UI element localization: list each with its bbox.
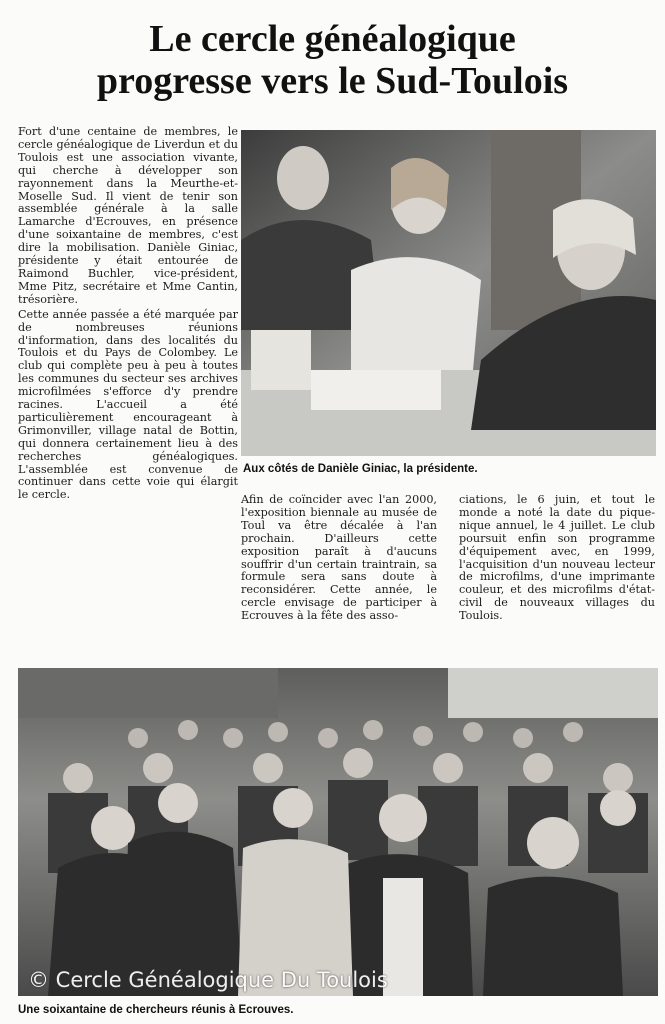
article-column-middle xyxy=(241,494,437,654)
paragraph-1: Fort d'une centaine de membres, le cercle généalogique de Liverdun et du Toulois est une association vivante, qui cherche à développer son rayonnement dans la Meurthe-et-Moselle Sud. Il vient de tenir son assemblée générale à la salle Lamarche d'Ecrouves, en présence d'une soixantaine de membres, c'est dire la mobilisation. Danièle Giniac, présidente y était entourée de Raimond Buchler, vice-président, Mme Pitz, secrétaire et Mme Cantin, trésorière. xyxy=(18,126,238,306)
photo-board-members xyxy=(241,130,656,456)
photo-audience-image xyxy=(18,668,658,996)
article-column-left xyxy=(18,126,238,646)
photo-caption-bottom: Une soixantaine de chercheurs réunis à Ecrouves. xyxy=(18,1004,294,1016)
paragraph-4: ciations, le 6 juin, et tout le monde a noté la date du pique-nique annuel, le 4 juillet. Le club poursuit enfin son programme d'équipement avec, en 1999, l'acquisition d'un nouveau lecteur de microfilms, d'une imprimante couleur, et des microfilms d'état-civil de nouveaux villages du Toulois. xyxy=(459,494,655,623)
photo-board-members-image xyxy=(241,130,656,456)
photo-audience xyxy=(18,668,658,996)
paragraph-3: Afin de coïncider avec l'an 2000, l'exposition biennale au musée de Toul va être décalée à l'an prochain. D'ailleurs cette exposition paraît à d'aucuns souffrir d'un certain traintrain, sa formule sera sans doute à reconsidérer. Cette année, le cercle envisage de participer à Ecrouves à la fête des asso- xyxy=(241,494,437,623)
paragraph-2: Cette année passée a été marquée par de nombreuses réunions d'information, dans des localités du Toulois et du Pays de Colombey. Le club qui complète peu à peu à toutes les communes du secteur ses archives microfilmées s'efforce d'y prendre racines. L'accueil a été particulièrement encourageant à Grimonviller, village natal de Bottin, qui donnera certainement lieu à des recherches généalogiques. L'assemblée est convenue de continuer dans cette voie qui élargit le cercle. xyxy=(18,307,238,502)
headline-line-2: progresse vers le Sud-Toulois xyxy=(96,60,569,102)
headline-line-1: Le cercle généalogique xyxy=(149,18,516,60)
article-headline xyxy=(0,18,665,102)
photo-caption-top: Aux côtés de Danièle Giniac, la présidente. xyxy=(243,463,478,475)
copyright-watermark: © Cercle Généalogique Du Toulois xyxy=(28,968,388,992)
article-column-right xyxy=(459,494,655,654)
